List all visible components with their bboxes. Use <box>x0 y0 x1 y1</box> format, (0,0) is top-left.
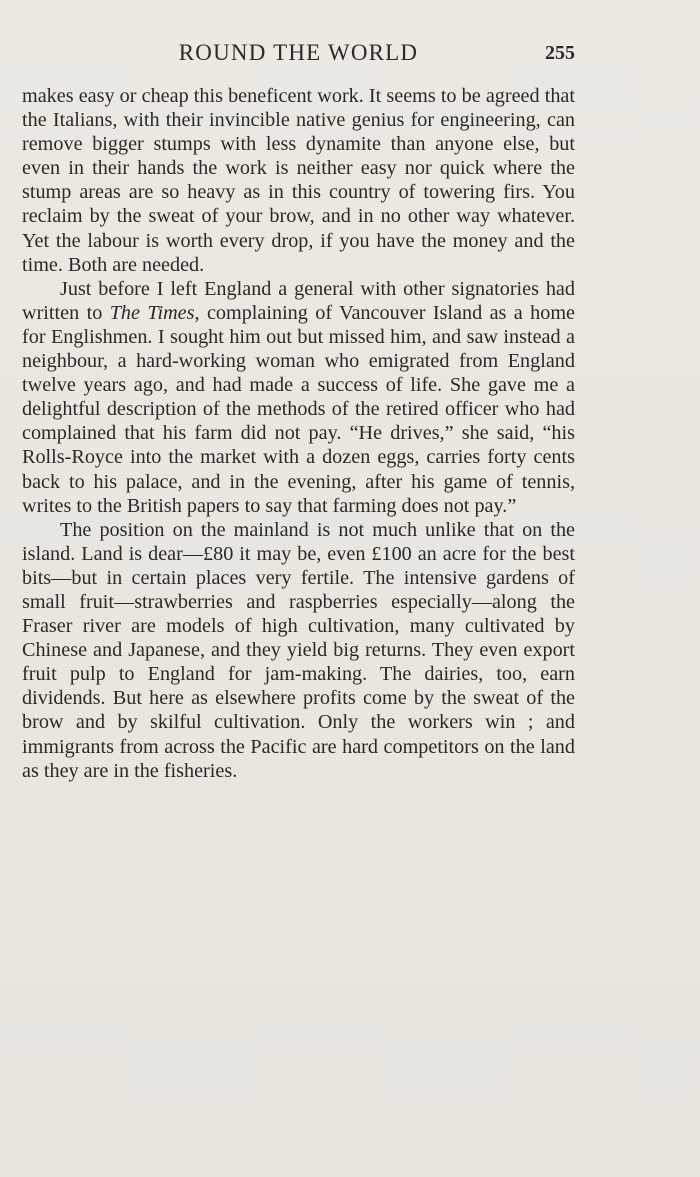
paragraph-text: Just before I left England a general with other signatories had written to <box>22 277 575 324</box>
paragraph-3 <box>22 518 575 783</box>
paragraph-text: makes easy or cheap this beneficent work. It seems to be agreed that the Italians, with their invincible native genius for engineering, can remove bigger stumps with less dynamite than anyone else, but even in their hands the work is neither easy nor quick where the stump areas are so heavy as in this country of towering firs. You reclaim by the sweat of your brow, and in no other way whatever. Yet the labour is worth every drop, if you have the money and the time. Both are needed. <box>22 85 575 276</box>
page-header <box>22 40 575 74</box>
paragraph-text: , complaining of Vancouver Island as a home for Englishmen. I sought him out but missed him, and saw instead a neighbour, a hard-working woman who emigrated from England twelve years ago, and had made a success of life. She gave me a delightful description of the methods of the retired officer who had complained that his farm did not pay. “He drives,” she said, “his Rolls-Royce into the market with a dozen eggs, carries forty cents back to his palace, and in the evening, after his game of tennis, writes to the British papers to say that farming does not pay.” <box>22 301 575 517</box>
body-text <box>22 84 575 783</box>
newspaper-title: The Times <box>109 301 195 324</box>
paragraph-1 <box>22 84 575 277</box>
paragraph-text: The position on the mainland is not much unlike that on the island. Land is dear—£80 it may be, even £100 an acre for the best bits—but in certain places very fertile. The intensive gardens of small fruit—strawberries and raspberries especially—along the Fraser river are models of high cultivation, many cultivated by Chinese and Japanese, and they yield big returns. They even export fruit pulp to England for jam-making. The dairies, too, earn dividends. But here as elsewhere profits come by the sweat of the brow and by skilful cultivation. Only the workers win ; and immigrants from across the Pacific are hard competitors on the land as they are in the fisheries. <box>22 518 575 782</box>
running-title: ROUND THE WORLD <box>178 40 419 65</box>
page-number: 255 <box>545 42 575 64</box>
paragraph-2 <box>22 277 575 518</box>
